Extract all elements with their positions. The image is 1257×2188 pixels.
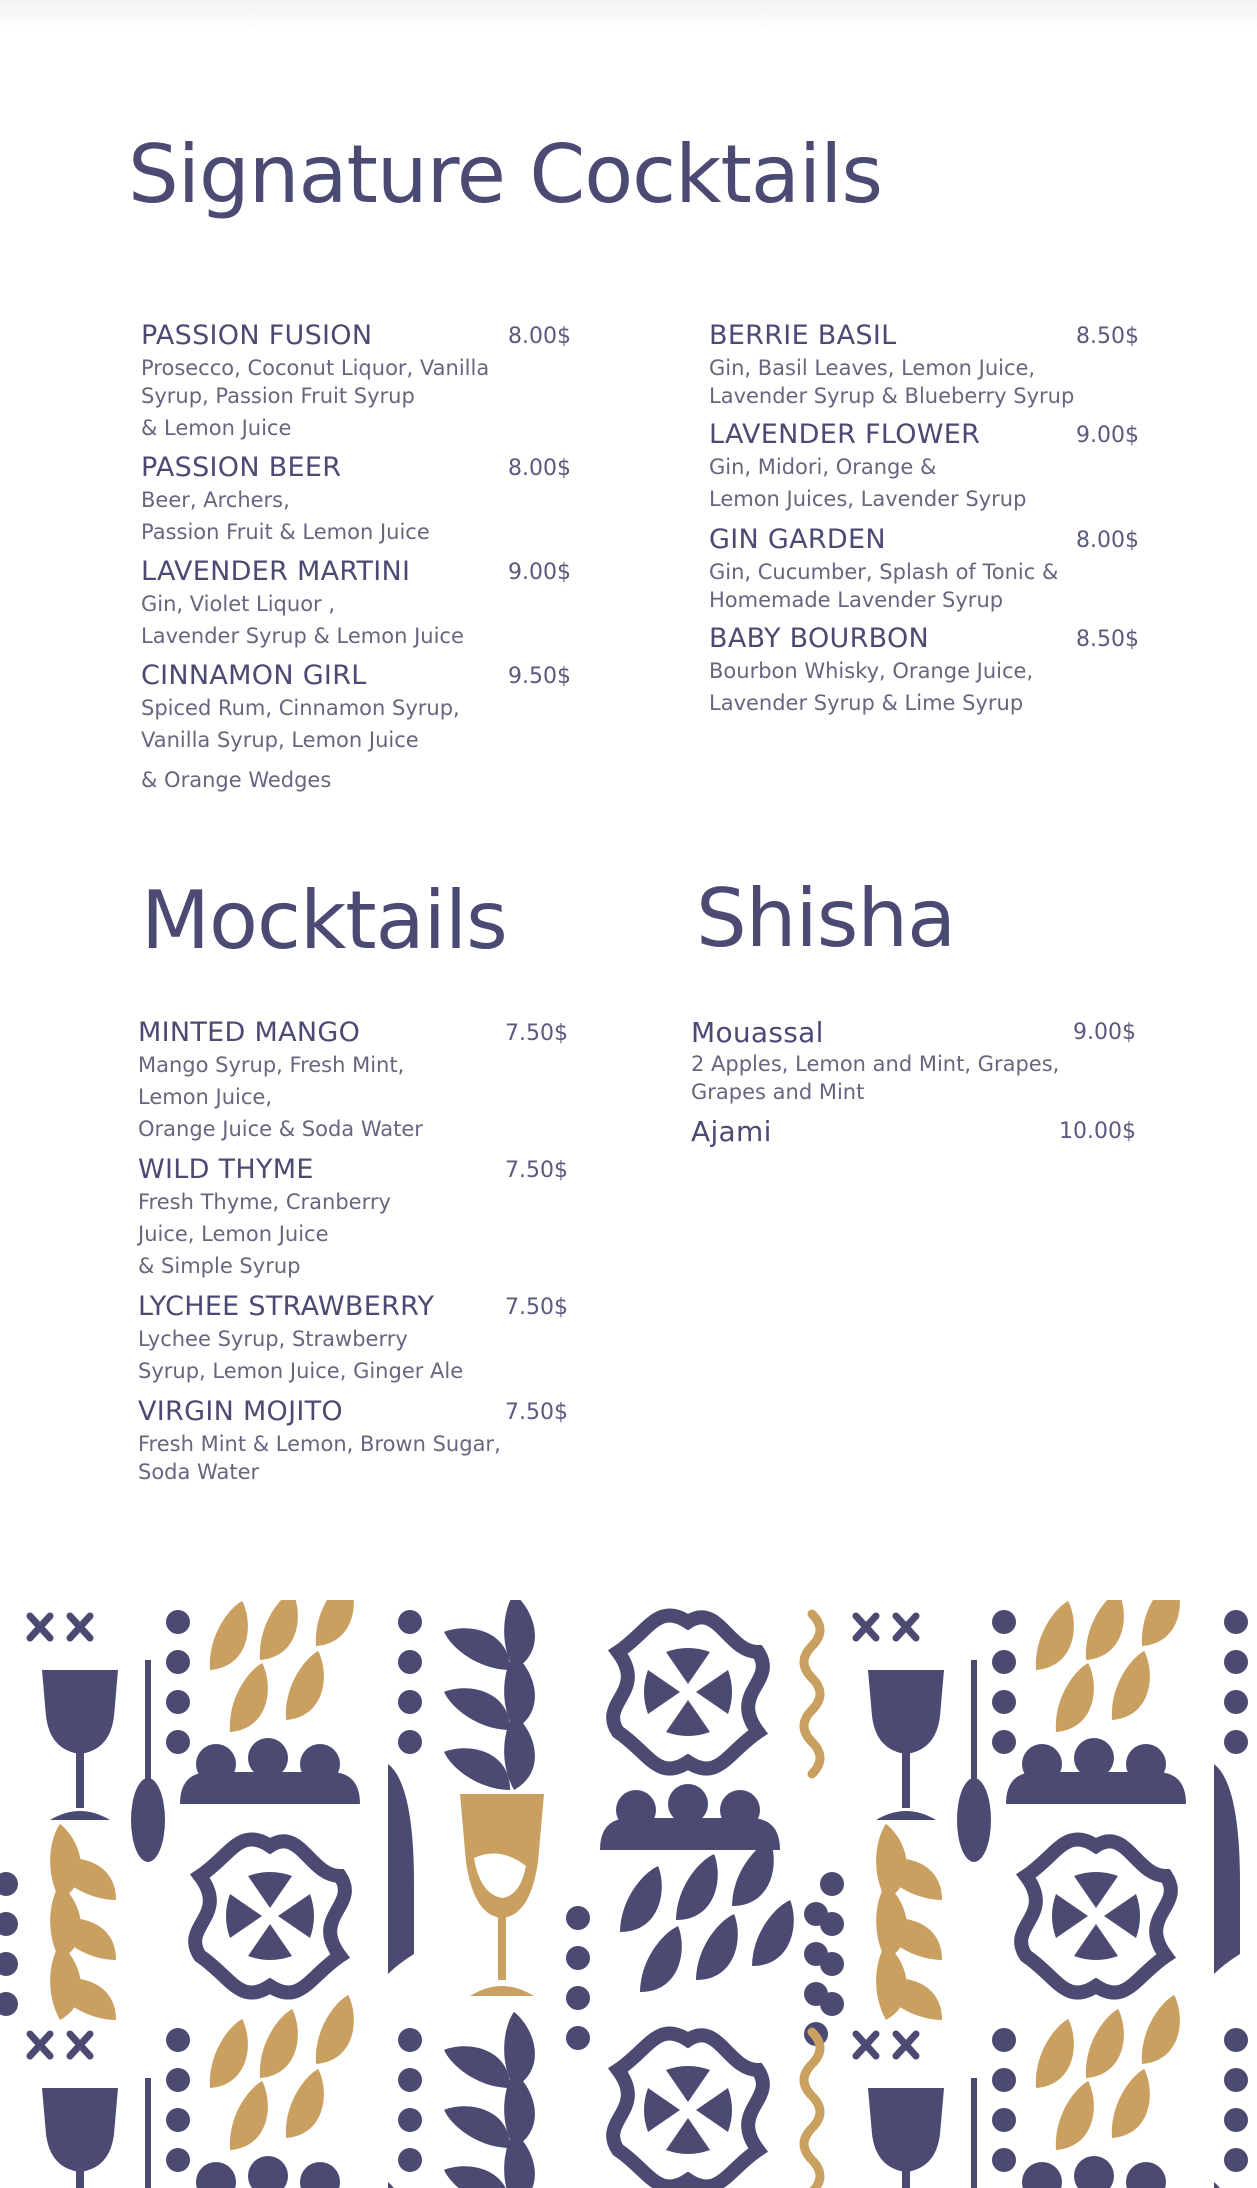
mocktails-column	[138, 1017, 568, 1497]
item-name: LAVENDER MARTINI	[141, 556, 411, 587]
item-price: 9.00$	[1073, 1020, 1136, 1045]
item-price: 8.50$	[1076, 627, 1139, 652]
menu-item	[709, 419, 1139, 513]
menu-item	[138, 1017, 568, 1143]
item-description: Gin, Midori, Orange &	[709, 455, 937, 479]
item-description: Gin, Basil Leaves, Lemon Juice,	[709, 356, 1036, 380]
menu-item	[691, 1115, 1136, 1149]
item-description: Vanilla Syrup, Lemon Juice	[141, 728, 419, 752]
item-price: 7.50$	[505, 1021, 568, 1046]
item-description: & Simple Syrup	[138, 1254, 301, 1278]
item-price: 7.50$	[505, 1295, 568, 1320]
item-description: Fresh Mint & Lemon, Brown Sugar,	[138, 1432, 501, 1456]
item-name: WILD THYME	[138, 1154, 314, 1185]
item-name: BABY BOURBON	[709, 623, 930, 654]
item-description: Lavender Syrup & Blueberry Syrup	[709, 384, 1075, 408]
item-name: Ajami	[691, 1115, 772, 1148]
item-price: 8.00$	[508, 456, 571, 481]
item-description: Orange Juice & Soda Water	[138, 1117, 423, 1141]
item-description: Passion Fruit & Lemon Juice	[141, 520, 430, 544]
item-description: Lychee Syrup, Strawberry	[138, 1327, 408, 1351]
signature-right-column	[709, 320, 1139, 720]
item-name: LAVENDER FLOWER	[709, 419, 981, 450]
item-price: 9.00$	[508, 560, 571, 585]
item-name: GIN GARDEN	[709, 524, 886, 555]
item-description: & Orange Wedges	[141, 768, 332, 792]
item-price: 7.50$	[505, 1400, 568, 1425]
menu-item	[141, 452, 571, 546]
menu-item	[709, 524, 1139, 614]
item-name: Mouassal	[691, 1016, 824, 1049]
item-price: 8.50$	[1076, 324, 1139, 349]
item-name: LYCHEE STRAWBERRY	[138, 1291, 435, 1322]
menu-item	[141, 556, 571, 650]
item-price: 10.00$	[1059, 1119, 1136, 1144]
item-name: PASSION BEER	[141, 452, 342, 483]
item-description: Gin, Violet Liquor ,	[141, 592, 336, 616]
shisha-title: Shisha	[696, 872, 956, 965]
item-description: Spiced Rum, Cinnamon Syrup,	[141, 696, 460, 720]
item-description: Fresh Thyme, Cranberry	[138, 1190, 391, 1214]
item-price: 8.00$	[508, 324, 571, 349]
item-description: Beer, Archers,	[141, 488, 290, 512]
item-description: Prosecco, Coconut Liquor, Vanilla	[141, 356, 490, 380]
item-name: BERRIE BASIL	[709, 320, 897, 351]
mocktails-title: Mocktails	[141, 874, 507, 967]
menu-item	[709, 623, 1139, 717]
item-description: & Lemon Juice	[141, 416, 292, 440]
menu-item	[709, 320, 1139, 410]
item-description: Juice, Lemon Juice	[138, 1222, 329, 1246]
item-description: Lemon Juices, Lavender Syrup	[709, 487, 1027, 511]
item-name: MINTED MANGO	[138, 1017, 361, 1048]
top-shade	[0, 0, 1257, 32]
item-description: Syrup, Passion Fruit Syrup	[141, 384, 415, 408]
item-description: Syrup, Lemon Juice, Ginger Ale	[138, 1359, 464, 1383]
item-description: Gin, Cucumber, Splash of Tonic &	[709, 560, 1059, 584]
shisha-column	[691, 1016, 1136, 1156]
menu-item	[138, 1154, 568, 1280]
item-price: 7.50$	[505, 1158, 568, 1183]
menu-item	[141, 320, 571, 442]
signature-cocktails-title: Signature Cocktails	[128, 128, 883, 221]
item-price: 9.50$	[508, 664, 571, 689]
item-price: 9.00$	[1076, 423, 1139, 448]
item-description: Mango Syrup, Fresh Mint,	[138, 1053, 405, 1077]
menu-item	[691, 1016, 1136, 1106]
item-description: Homemade Lavender Syrup	[709, 588, 1004, 612]
item-description: Grapes and Mint	[691, 1080, 865, 1104]
menu-item	[141, 660, 571, 794]
item-name: PASSION FUSION	[141, 320, 373, 351]
item-description: Soda Water	[138, 1460, 260, 1484]
decorative-pattern	[0, 1600, 1257, 2188]
item-description: Lavender Syrup & Lime Syrup	[709, 691, 1024, 715]
signature-left-column	[141, 320, 571, 800]
item-description: Lemon Juice,	[138, 1085, 273, 1109]
menu-item	[138, 1396, 568, 1486]
item-description: Lavender Syrup & Lemon Juice	[141, 624, 464, 648]
item-price: 8.00$	[1076, 528, 1139, 553]
item-description: 2 Apples, Lemon and Mint, Grapes,	[691, 1052, 1060, 1076]
item-name: CINNAMON GIRL	[141, 660, 367, 691]
item-name: VIRGIN MOJITO	[138, 1396, 343, 1427]
menu-item	[138, 1291, 568, 1385]
item-description: Bourbon Whisky, Orange Juice,	[709, 659, 1034, 683]
